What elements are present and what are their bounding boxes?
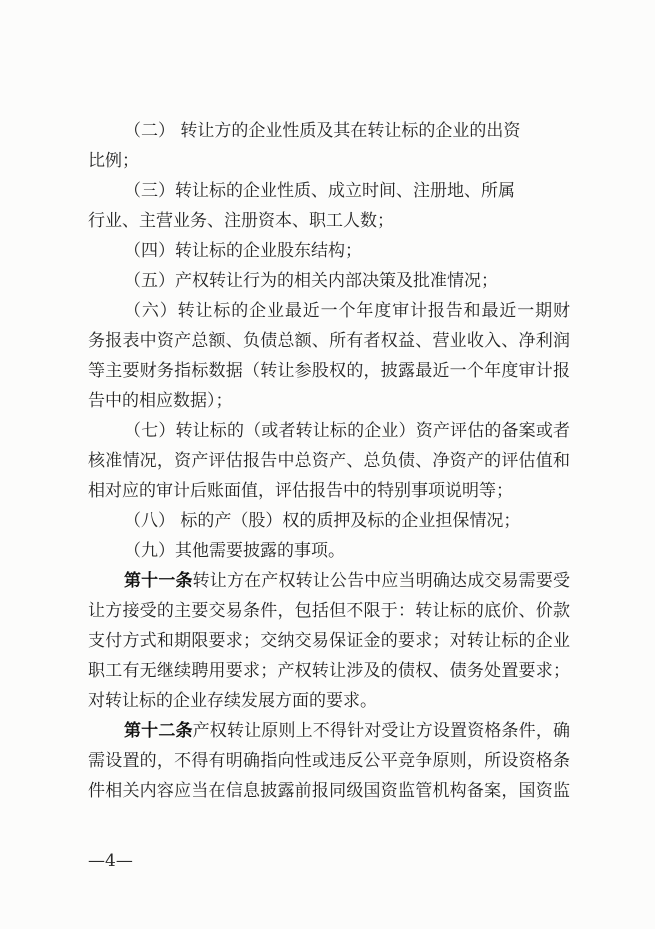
article-text: 产权转让原则上不得针对受让方设置资格条件，确 (192, 721, 570, 741)
page-number: —4— (88, 851, 133, 871)
text-line: 行业、主营业务、注册资本、职工人数； (88, 211, 394, 231)
text-line: 比例； (88, 151, 139, 171)
text-line: 务报表中资产总额、负债总额、所有者权益、营业收入、净利润 (88, 331, 570, 351)
text-line: 需设置的，不得有明确指向性或违反公平竞争原则，所设资格条 (88, 751, 570, 771)
text-line: （七）转让标的（或者转让标的企业）资产评估的备案或者 (124, 421, 570, 441)
text-line: （四）转让标的企业股东结构； (124, 241, 362, 261)
text-line: 职工有无继续聘用要求；产权转让涉及的债权、债务处置要求； (88, 661, 570, 681)
text-line: （三）转让标的企业性质、成立时间、注册地、所属 (124, 181, 515, 201)
text-line: 等主要财务指标数据（转让参股权的，披露最近一个年度审计报 (88, 361, 570, 381)
text-line: （八） 标的产（股）权的质押及标的企业担保情况； (124, 511, 521, 531)
article-label: 第十二条 (124, 721, 193, 741)
text-line: 件相关内容应当在信息披露前报同级国资监管机构备案，国资监 (88, 781, 570, 801)
article-line (88, 716, 570, 746)
article-label: 第十一条 (124, 571, 193, 591)
text-line: （六）转让标的企业最近一个年度审计报告和最近一期财 (124, 301, 570, 321)
text-line: 对转让标的企业存续发展方面的要求。 (88, 691, 377, 711)
article-line (88, 566, 570, 596)
text-line: （九）其他需要披露的事项。 (124, 541, 345, 561)
text-line: 支付方式和期限要求；交纳交易保证金的要求；对转让标的企业 (88, 631, 570, 651)
text-line: （五）产权转让行为的相关内部决策及批准情况； (124, 271, 498, 291)
text-line: （二） 转让方的企业性质及其在转让标的企业的出资 (124, 121, 521, 141)
article-text: 转让方在产权转让公告中应当明确达成交易需要受 (192, 571, 570, 591)
body-text (88, 116, 570, 806)
text-line: 让方接受的主要交易条件，包括但不限于：转让标的底价、价款 (88, 601, 570, 621)
text-line: 相对应的审计后账面值，评估报告中的特别事项说明等； (88, 481, 513, 501)
text-line: 核准情况，资产评估报告中总资产、总负债、净资产的评估值和 (88, 451, 570, 471)
text-line: 告中的相应数据）； (88, 391, 233, 411)
